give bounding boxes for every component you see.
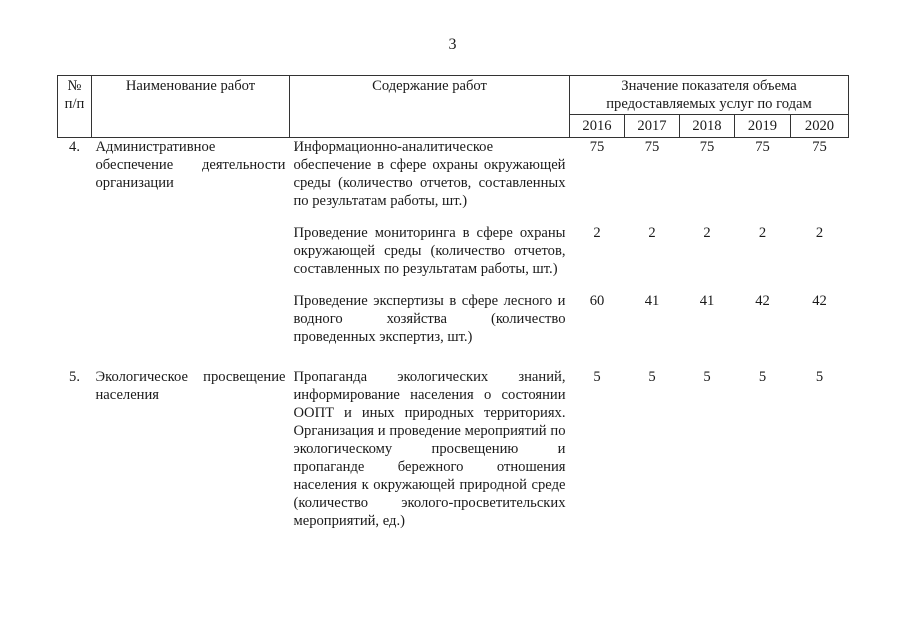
row-spacer (58, 346, 849, 368)
value-cell: 2 (815, 225, 824, 241)
value-cell: 75 (812, 139, 827, 155)
table-row (58, 368, 849, 530)
work-name: Экологическое просвещение населения (95, 369, 286, 403)
value-cell: 5 (648, 369, 656, 385)
page-number: 3 (448, 36, 457, 53)
work-content: Пропаганда экологических знаний, информирование населения о состоянии ООПТ и иных природных территориях. Организация и проведение мероприятий по экологическому просвещению и пропаганде бережного отношения населения к окружающей природной среде (количество эколого-просветительских мероприятий, ед.) (293, 369, 566, 529)
header-year: 2020 (791, 115, 849, 138)
row-number: 5. (69, 369, 80, 385)
value-cell: 75 (644, 139, 660, 155)
value-cell: 5 (703, 369, 711, 385)
value-cell: 5 (758, 369, 767, 385)
value-cell: 60 (589, 293, 605, 309)
value-cell: 5 (593, 369, 601, 385)
header-year: 2016 (570, 115, 625, 138)
header-year: 2017 (625, 115, 680, 138)
row-number: 4. (69, 139, 80, 155)
value-cell: 2 (758, 225, 767, 241)
header-content: Содержание работ (290, 76, 570, 138)
value-cell: 42 (812, 293, 827, 309)
table-row (58, 138, 849, 211)
header-num: № п/п (58, 76, 92, 138)
value-cell: 75 (699, 139, 715, 155)
header-year: 2018 (680, 115, 735, 138)
value-cell: 41 (699, 293, 715, 309)
work-name: Административное обеспечение деятельности организации (95, 139, 286, 191)
work-content: Проведение экспертизы в сфере лесного и водного хозяйства (количество проведенных экспертиз, шт.) (293, 293, 566, 345)
value-cell: 2 (648, 225, 656, 241)
work-content: Информационно-аналитическое обеспечение в сфере охраны окружающей среды (количество отчетов, составленных по результатам работы, шт.) (293, 139, 566, 209)
work-content: Проведение мониторинга в сфере охраны окружающей среды (количество отчетов, составленных по результатам работы, шт.) (293, 225, 566, 277)
value-cell: 75 (755, 139, 770, 155)
services-table (57, 75, 849, 530)
value-cell: 2 (593, 225, 601, 241)
header-year: 2019 (735, 115, 791, 138)
value-cell: 75 (589, 139, 605, 155)
header-name: Наименование работ (92, 76, 290, 138)
value-cell: 42 (755, 293, 770, 309)
value-cell: 41 (644, 293, 660, 309)
value-cell: 2 (703, 225, 711, 241)
value-cell: 5 (815, 369, 824, 385)
header-value-group: Значение показателя объема предоставляемых услуг по годам (570, 76, 849, 115)
